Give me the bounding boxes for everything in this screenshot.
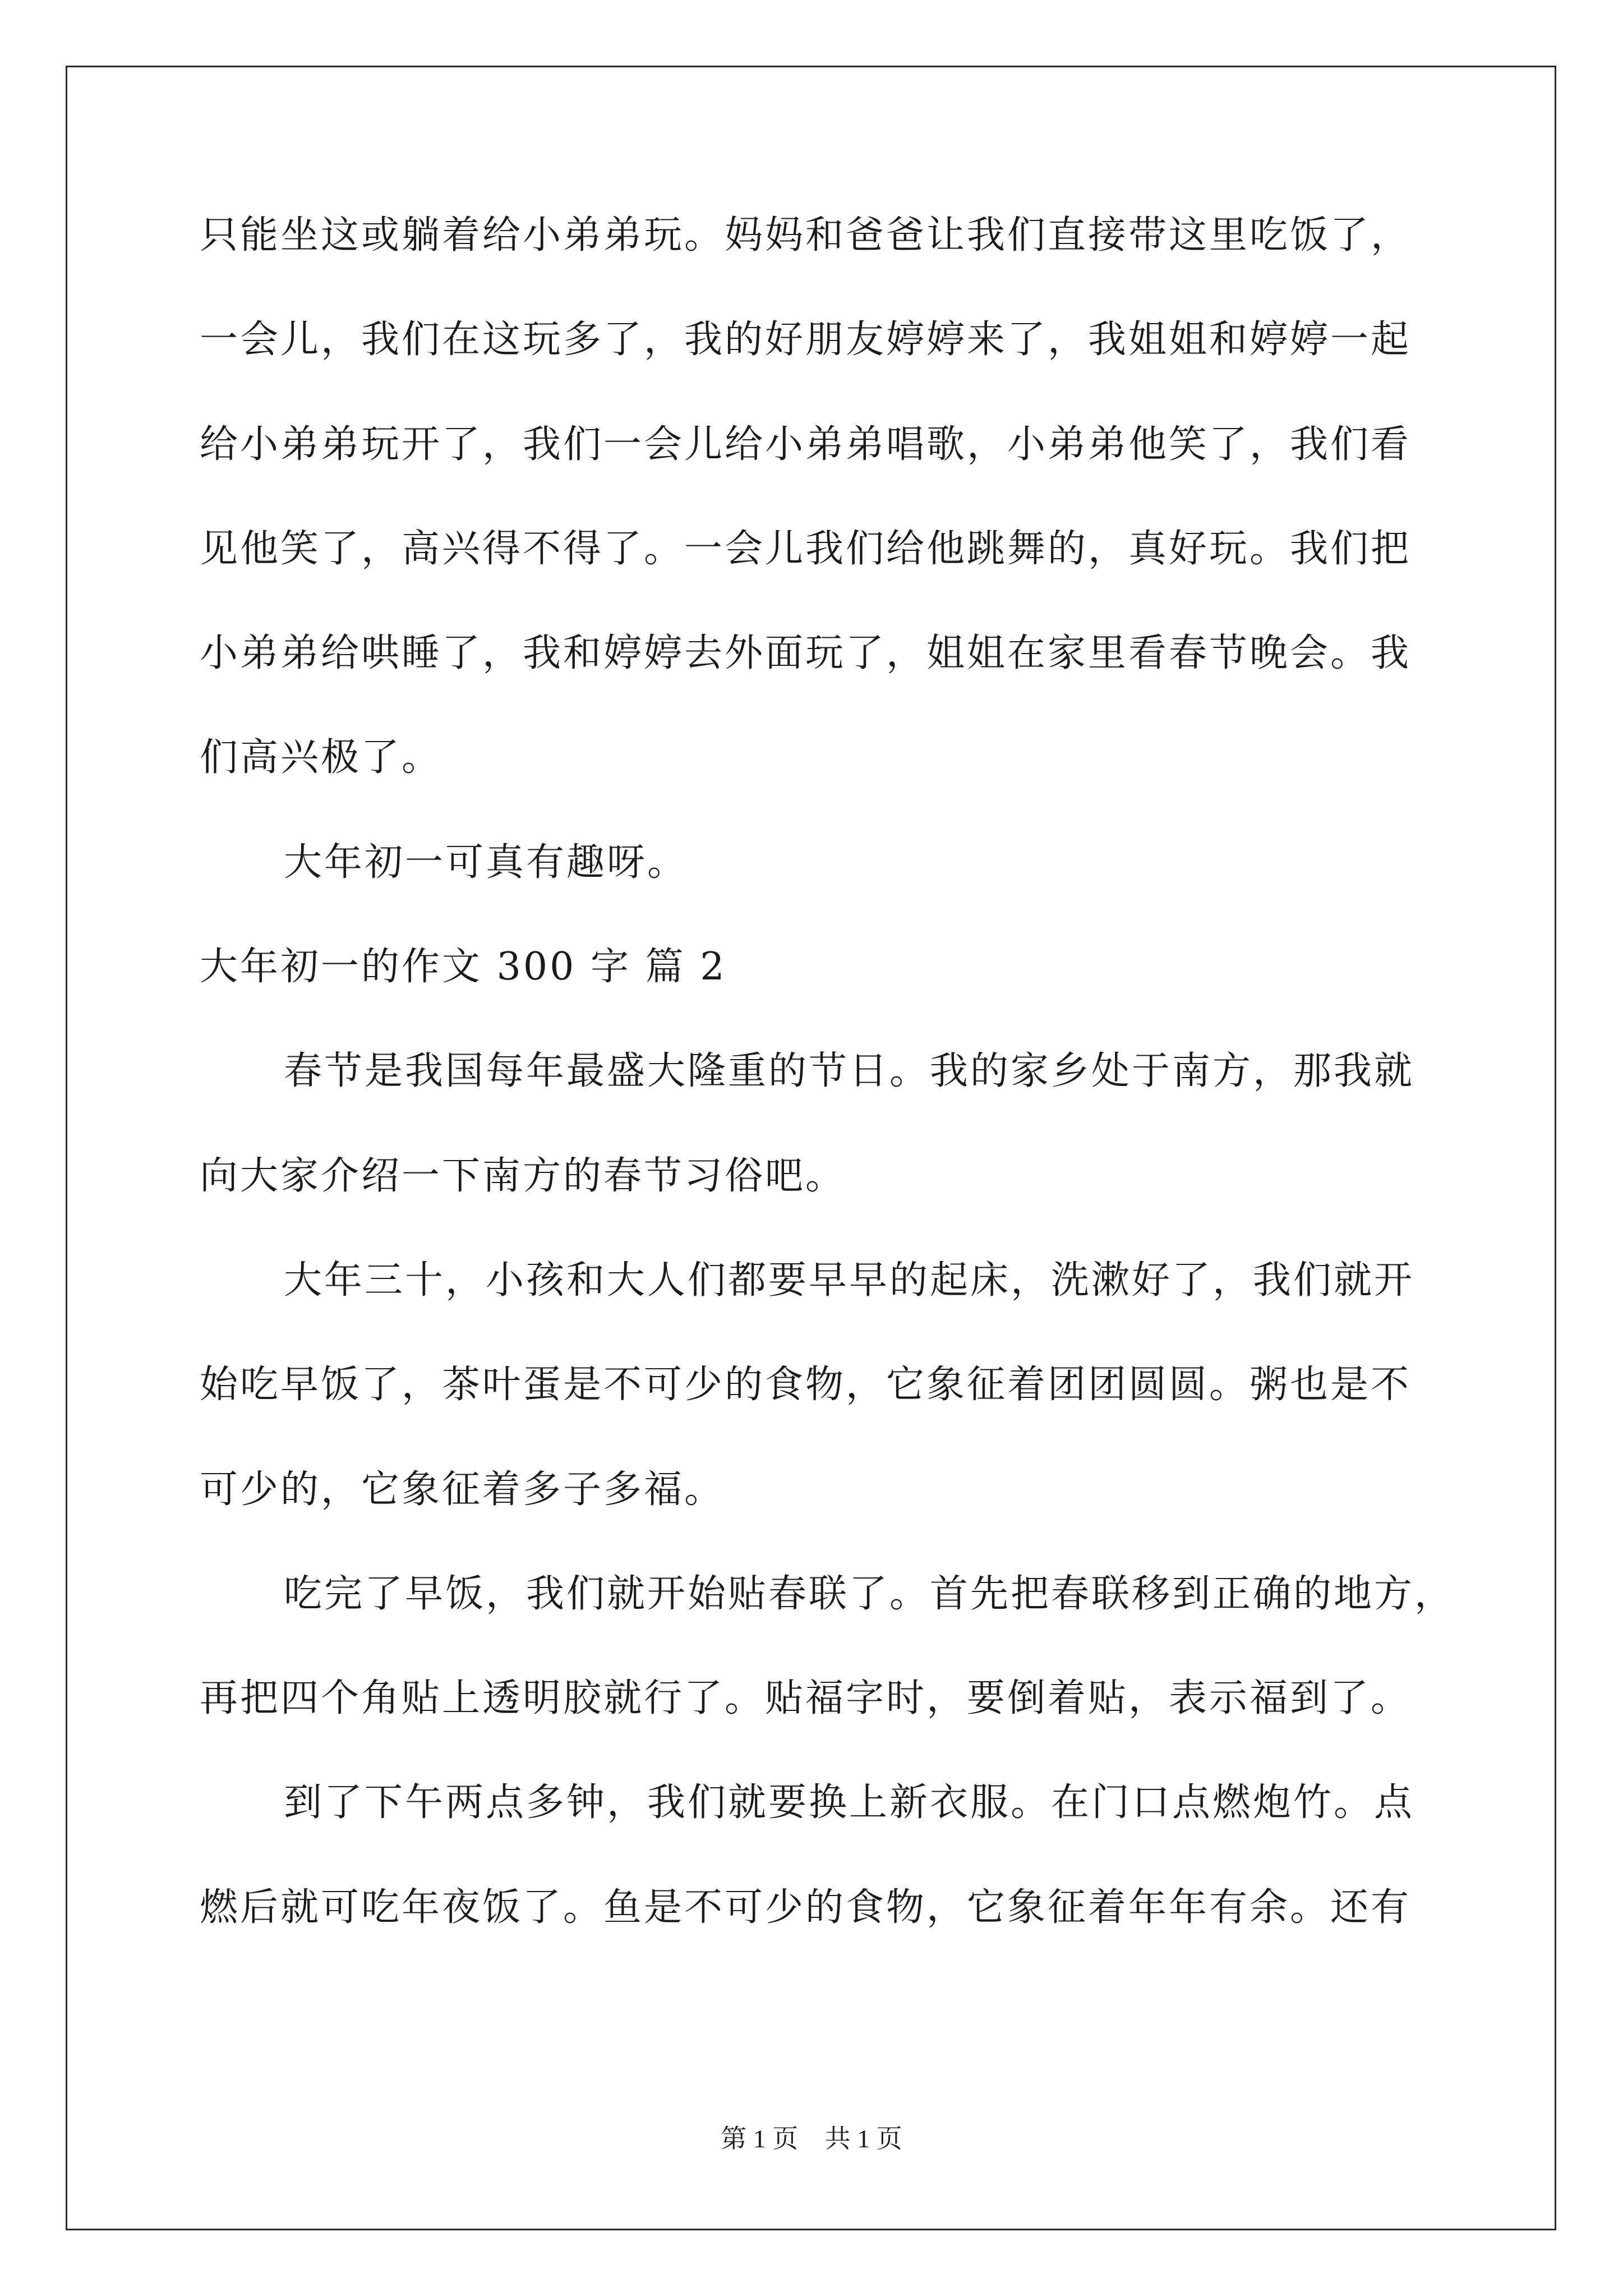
text-line: 小弟弟给哄睡了，我和婷婷去外面玩了，姐姐在家里看春节晚会。我 [200,631,1412,676]
paragraph-line: 大年三十，小孩和大人们都要早早的起床，洗漱好了，我们就开 [284,1258,1415,1303]
paragraph-line: 吃完了早饭，我们就开始贴春联了。首先把春联移到正确的地方， [284,1571,1455,1616]
text-line: 们高兴极了。 [200,735,442,780]
text-line: 见他笑了，高兴得不得了。一会儿我们给他跳舞的，真好玩。我们把 [200,526,1412,571]
text-line: 给小弟弟玩开了，我们一会儿给小弟弟唱歌，小弟弟他笑了，我们看 [200,422,1412,467]
text-line: 一会儿，我们在这玩多了，我的好朋友婷婷来了，我姐姐和婷婷一起 [200,318,1412,362]
text-line: 燃后就可吃年夜饭了。鱼是不可少的食物，它象征着年年有余。还有 [200,1885,1412,1930]
section-heading: 大年初一的作文 300 字 篇 2 [200,945,727,990]
page-number: 第 1 页 [721,2124,799,2153]
page-total: 共 1 页 [824,2124,902,2153]
paragraph-line: 春节是我国每年最盛大隆重的节日。我的家乡处于南方，那我就 [284,1049,1415,1094]
page-footer [0,2118,1623,2155]
text-line: 再把四个角贴上透明胶就行了。贴福字时，要倒着贴，表示福到了。 [200,1676,1412,1721]
paragraph-line: 大年初一可真有趣呀。 [284,840,688,885]
text-line: 向大家介绍一下南方的春节习俗吧。 [200,1153,846,1198]
text-line: 只能坐这或躺着给小弟弟玩。妈妈和爸爸让我们直接带这里吃饭了， [200,213,1412,257]
document-body [200,202,1455,1978]
text-line: 始吃早饭了，茶叶蛋是不可少的食物，它象征着团团圆圆。粥也是不 [200,1363,1412,1407]
paragraph-line: 到了下午两点多钟，我们就要换上新衣服。在门口点燃炮竹。点 [284,1780,1415,1825]
text-line: 可少的，它象征着多子多福。 [200,1467,725,1512]
